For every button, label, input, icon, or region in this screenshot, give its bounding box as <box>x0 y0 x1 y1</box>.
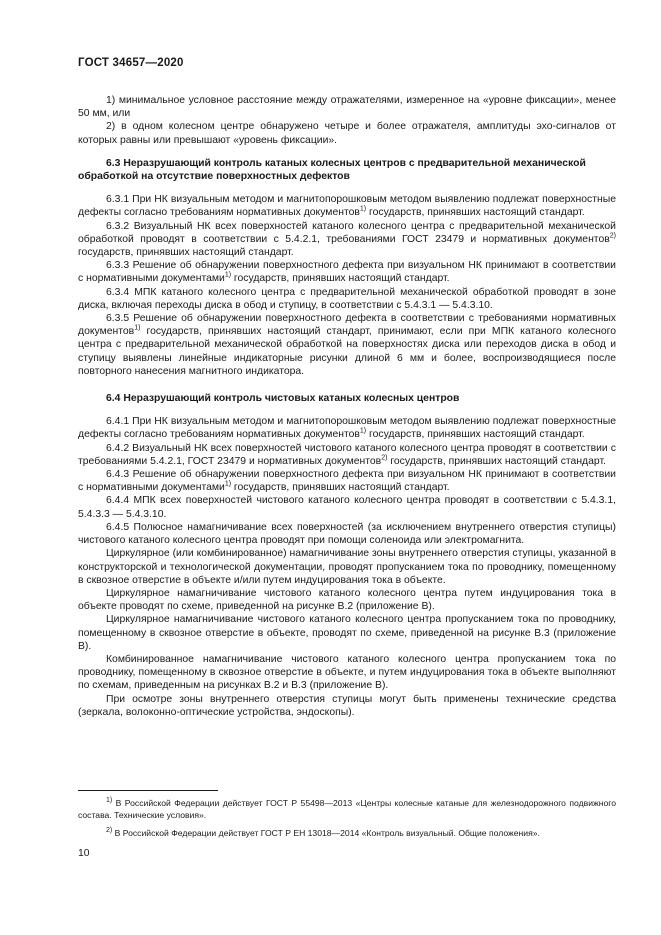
footnote-ref: 1) <box>134 324 141 332</box>
footnote-mark: 2) <box>106 827 113 835</box>
paragraph-6-3-1: 6.3.1 При НК визуальным методом и магнитопорошковым методом выявлению подлежат поверхностные дефекты согласно требованиям нормативных документов$^{1)}$ государств, принявших настоящий стандарт. <box>78 194 616 219</box>
footnote-mark: 1) <box>106 797 113 805</box>
footnote-ref: 1) <box>224 480 232 488</box>
paragraph: При осмотре зоны внутреннего отверстия ступицы могут быть применены технические средства (зеркала, волоконно-оптические устройства, эндоскопы). <box>78 693 616 718</box>
main-content <box>78 94 616 719</box>
paragraph-6-3-3: 6.3.3 Решение об обнаружении поверхностного дефекта при визуальном НК принимают в соответствии с нормативными документами$^{1)}$ государств, принявших настоящий стандарт. <box>78 260 616 285</box>
paragraph-6-4-3: 6.4.3 Решение об обнаружении поверхностного дефекта при визуальном НК принимают в соответствии с нормативными документами$^{1)}$ государств, принявших настоящий стандарт. <box>78 469 616 494</box>
footnote-ref: 2) <box>381 454 388 462</box>
footnote-ref: 1) <box>359 428 367 435</box>
footnote-2: $^{2)}$ В Российской Федерации действует ГОСТ Р ЕН 13018—2014 «Контроль визуальный. Общие положения». <box>106 827 540 838</box>
paragraph-6-3-4: 6.3.4 МПК катаного колесного центра с предварительной механической обработкой проводят в зоне диска, включая переходы диска в обод и ступицу, в соответствии с 5.4.3.1 — 5.4.3.10. <box>78 286 616 311</box>
paragraph: Циркулярное (или комбинированное) намагничивание зоны внутреннего отверстия ступицы, указанной в конструкторской и технологической документации, проводят пропусканием тока по проводнику, помещенному в сквозное отверстие в объекте и/или путем индуцирования тока в объекте. <box>78 548 616 586</box>
section-heading-6-4: 6.4 Неразрушающий контроль чистовых катаных колесных центров <box>106 393 460 405</box>
page-number: 10 <box>78 848 90 859</box>
paragraph-6-3-2: 6.3.2 Визуальный НК всех поверхностей катаного колесного центра с предварительной механической обработкой проводят в соответствии с 5.4.2.1, требованиями ГОСТ 23479 и нормативных документов$^{2)}$ государств, принявших настоящий стандарт. <box>78 220 616 259</box>
footnote-ref: 1) <box>359 205 367 213</box>
paragraph: Циркулярное намагничивание чистового катаного колесного центра пропусканием тока по проводнику, помещенному в сквозное отверстие в объекте, проводят по схеме, приведенной на рисунке В.3 (приложение В). <box>78 614 616 652</box>
paragraph: Циркулярное намагничивание чистового катаного колесного центра путем индуцирования тока в объекте проводят по схеме, приведенной на рисунке В.2 (приложение В). <box>78 587 616 613</box>
paragraph-6-3-5: 6.3.5 Решение об обнаружении поверхностного дефекта в соответствии с требованиями нормативных документов$^{1)}$ государств, принявших настоящий стандарт, принимают, если при МПК катаного колесного центра с предварительной механической обработкой на поверхностях диска или переходов диска в обод и ступицу выявлены линейные индикаторные рисунки длиной 6 мм и более, воспроизводящиеся после повторного нанесения магнитного индикатора. <box>78 313 616 377</box>
paragraph-6-4-5: 6.4.5 Полюсное намагничивание всех поверхностей (за исключением внутреннего отверстия ступицы) чистового катаного колесного центра проводят при помощи соленоида или электромагнита. <box>78 521 616 547</box>
footnote-ref: 1) <box>224 271 232 279</box>
list-item: 1) минимальное условное расстояние между отражателями, измеренное на «уровне фиксации», менее 50 мм, или <box>78 95 616 120</box>
footnotes <box>78 797 616 845</box>
section-heading-6-3: 6.3 Неразрушающий контроль катаных колесных центров с предварительной механической обработкой на отсутствие поверхностных дефектов <box>78 157 586 183</box>
paragraph: Комбинированное намагничивание чистового катаного колесного центра пропусканием тока по проводнику, помещенному в сквозное отверстие в объекте, и путем индуцирования тока в объекте выполняют по схемам, приведенным на рисунках В.2 и В.3 (приложение В). <box>78 653 616 692</box>
footnote-separator <box>78 790 218 791</box>
paragraph-6-4-2: 6.4.2 Визуальный НК всех поверхностей чистового катаного колесного центра проводят в соответствии с требованиями 5.4.2.1, ГОСТ 23479 и нормативных документов$^{2)}$ государств, принявших настоящий стандарт. <box>78 442 616 467</box>
footnote-1: $^{1)}$ В Российской Федерации действует ГОСТ Р 55498—2013 «Центры колесные катаные для железнодорожного подвижного состава. Технические условия». <box>78 797 616 820</box>
document-header: ГОСТ 34657—2020 <box>78 57 184 69</box>
list-item: 2) в одном колесном центре обнаружено четыре и более отражателя, амплитуды эхо-сигналов от которых равны или превышают «уровень фиксации». <box>78 121 616 146</box>
paragraph-6-4-1: 6.4.1 При НК визуальным методом и магнитопорошковым методом выявлению подлежат поверхностные дефекты согласно требованиям нормативных документов$^{1)}$ государств, принявших настоящий стандарт. <box>78 416 616 441</box>
footnote-ref: 2) <box>609 232 616 240</box>
paragraph-6-4-4: 6.4.4 МПК всех поверхностей чистового катаного колесного центра проводят в соответствии с 5.4.3.1, 5.4.3.3 — 5.4.3.10. <box>78 495 616 520</box>
